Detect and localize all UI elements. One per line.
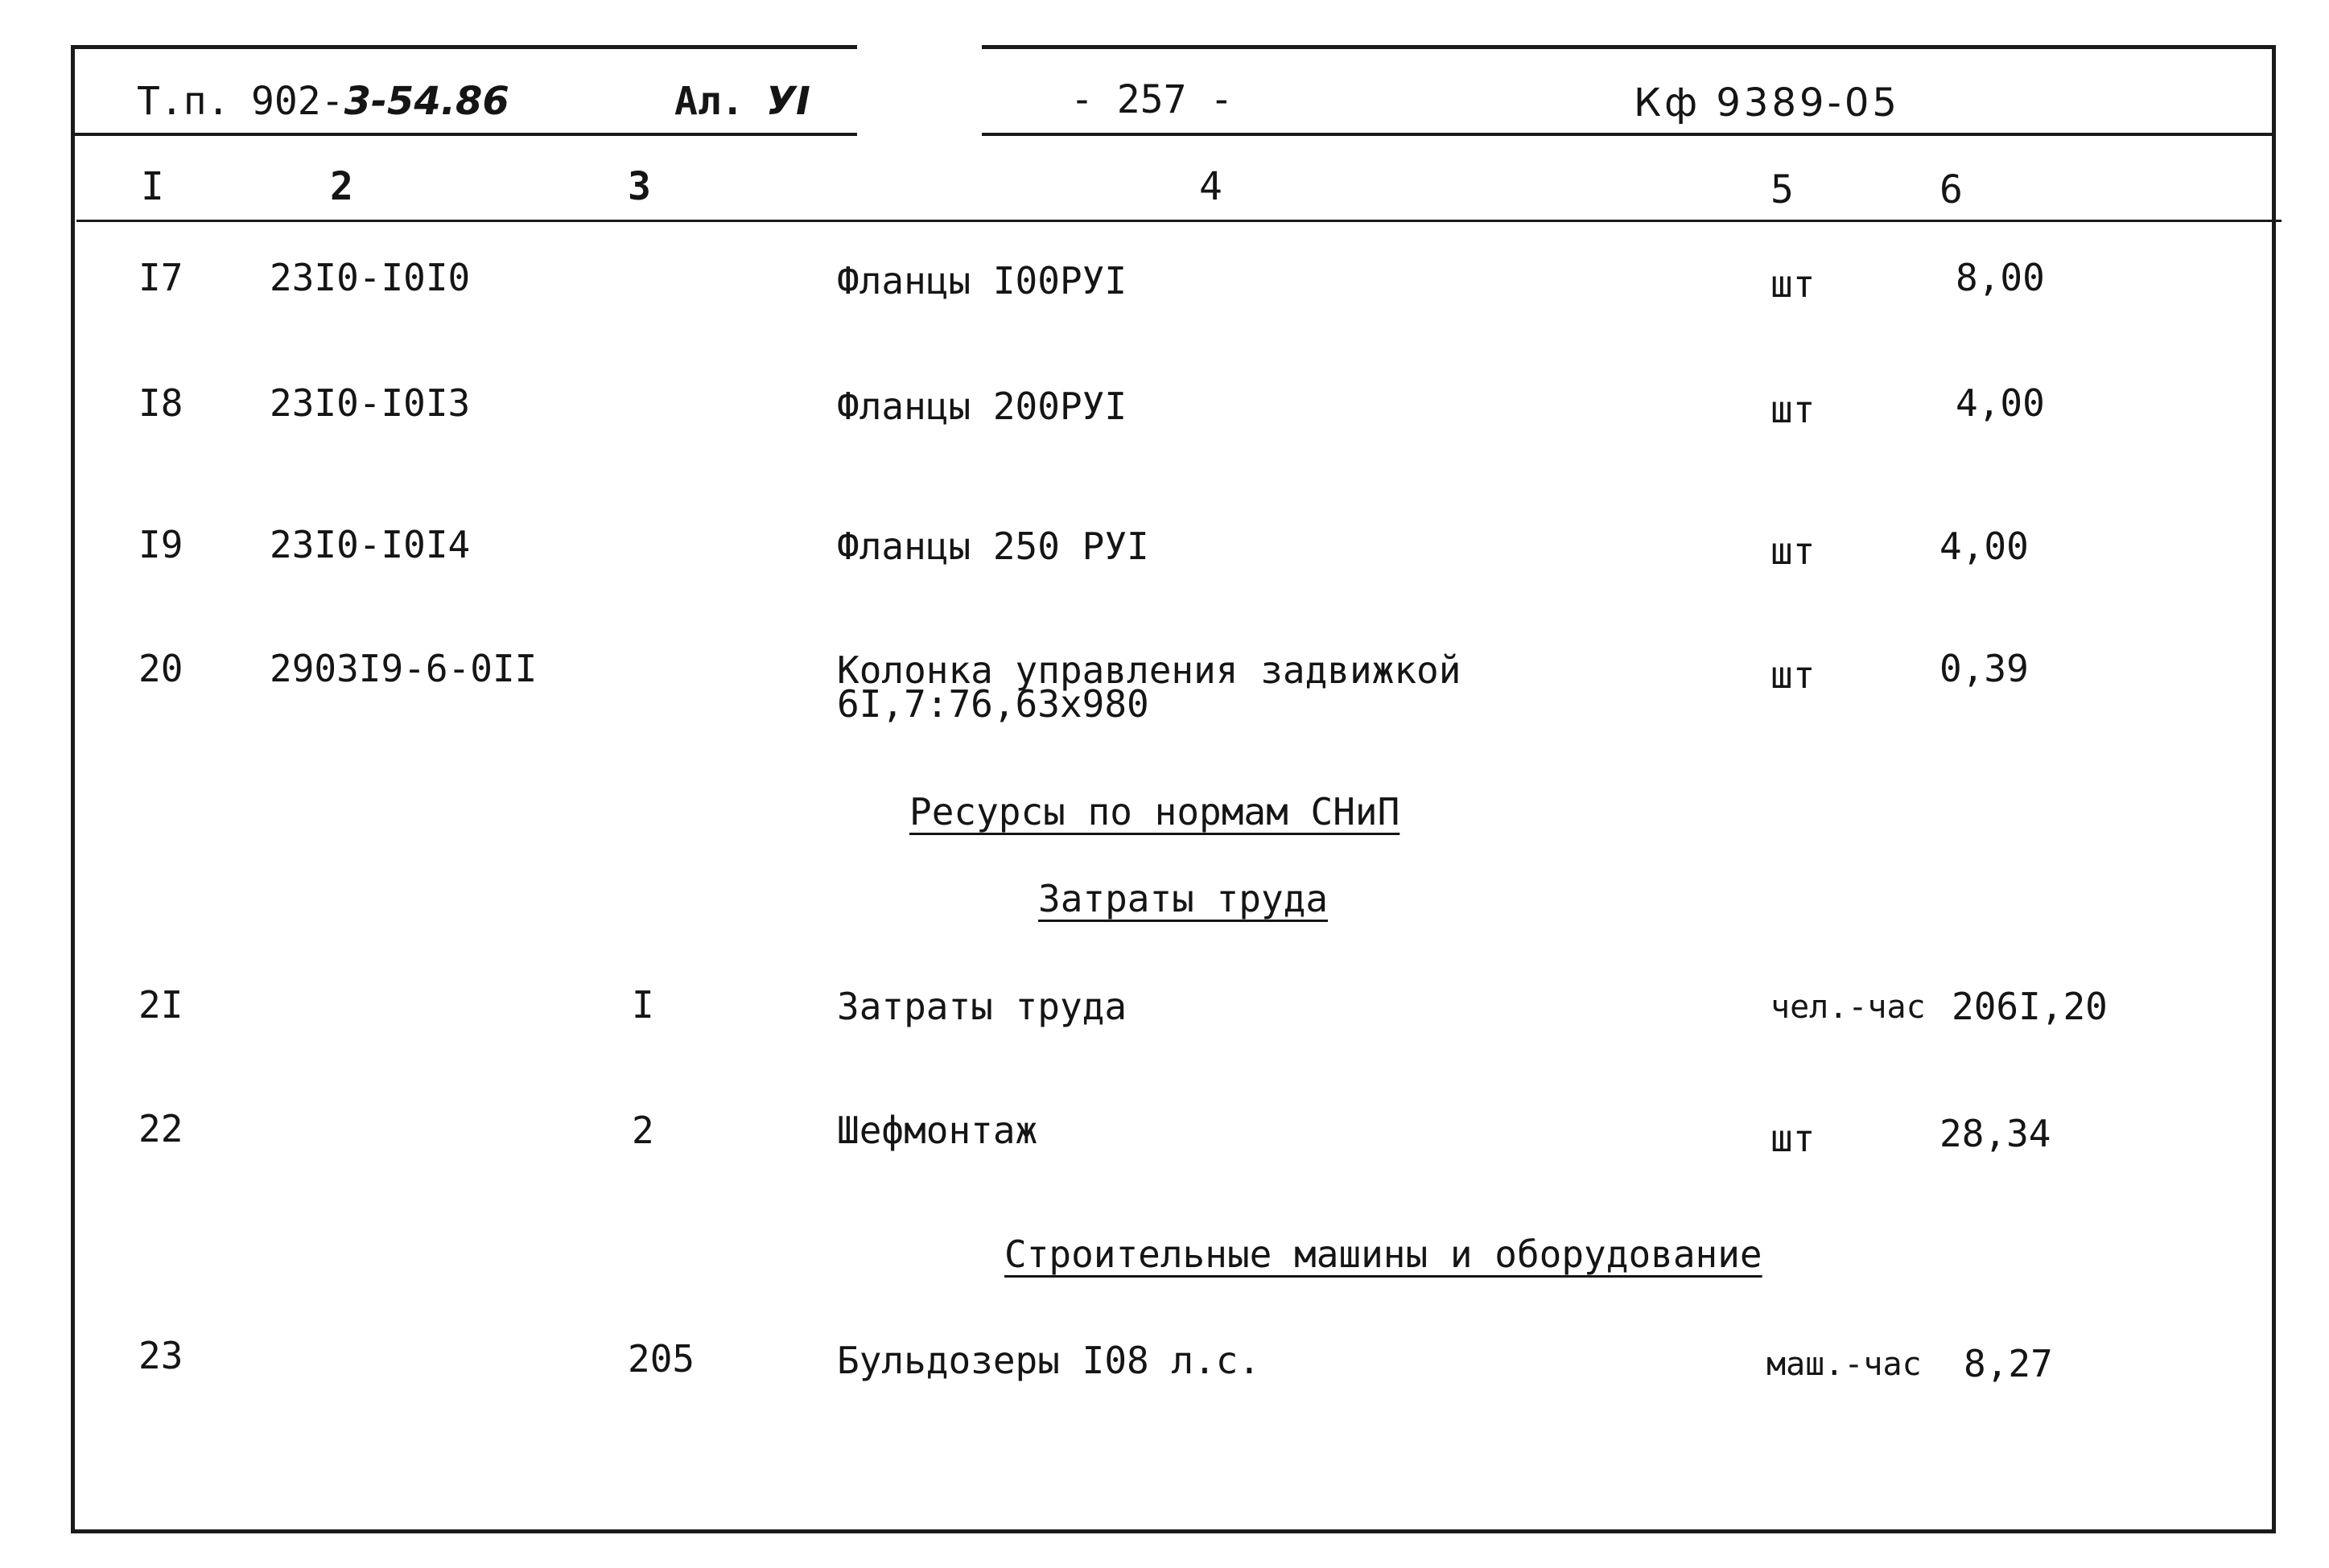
row-23-unit: маш.-час <box>1766 1346 1922 1383</box>
document-code: Кф 9389-05 <box>1634 80 1900 126</box>
row-23-qty: 8,27 <box>1964 1342 2053 1385</box>
row-20-desc: Колонка управления задвижкой <box>837 648 1461 692</box>
section-labor: Затраты труда <box>1038 877 1329 920</box>
tp-label: Т.п. <box>137 79 230 124</box>
row-22-desc: Шефмонтаж <box>837 1109 1038 1152</box>
row-21-unit: чел.-час <box>1770 989 1926 1026</box>
row-20-qty: 0,39 <box>1939 647 2029 690</box>
col-header-6: 6 <box>1939 167 1963 212</box>
row-22-num: 22 <box>138 1107 183 1150</box>
row-23-num: 23 <box>138 1334 183 1377</box>
row-22-unit: шт <box>1770 1117 1816 1160</box>
col-header-3: 3 <box>628 164 651 209</box>
section-machines: Строительные машины и оборудование <box>1004 1233 1762 1276</box>
page-number: - 257 - <box>1070 77 1234 122</box>
col-header-2: 2 <box>330 164 353 209</box>
row-20-code: 2903I9-6-0II <box>270 647 538 690</box>
column-header-divider <box>76 220 2282 222</box>
row-23-norm: 205 <box>628 1337 695 1381</box>
album-value: УІ <box>766 79 810 124</box>
tp-number-print: 902- <box>251 79 344 124</box>
row-18-unit: шт <box>1770 388 1816 431</box>
row-19-qty: 4,00 <box>1939 525 2029 568</box>
row-21-desc: Затраты труда <box>837 985 1127 1028</box>
row-20-unit: шт <box>1770 653 1816 697</box>
row-18-num: I8 <box>138 381 183 425</box>
row-21-num: 2I <box>138 983 183 1027</box>
row-18-code: 23I0-I0I3 <box>270 381 471 425</box>
header-divider <box>71 133 2276 136</box>
row-17-unit: шт <box>1770 262 1816 306</box>
row-17-code: 23I0-I0I0 <box>270 256 471 299</box>
row-19-num: I9 <box>138 523 183 566</box>
row-22-qty: 28,34 <box>1939 1112 2051 1155</box>
album-label: Ал. <box>674 79 744 124</box>
row-18-qty: 4,00 <box>1956 381 2045 425</box>
row-19-unit: шт <box>1770 529 1816 573</box>
row-23-desc: Бульдозеры I08 л.с. <box>837 1339 1261 1382</box>
row-17-num: I7 <box>138 256 183 299</box>
row-20-num: 20 <box>138 647 183 690</box>
tp-number <box>251 79 509 124</box>
row-22-norm: 2 <box>632 1109 654 1152</box>
section-resources: Ресурсы по нормам СНиП <box>909 790 1400 833</box>
row-19-code: 23I0-I0I4 <box>270 523 471 566</box>
row-18-desc: Фланцы 200РУI <box>837 385 1127 428</box>
col-header-1: I <box>141 164 164 209</box>
row-17-desc: Фланцы I00РУI <box>837 259 1127 302</box>
row-20-desc-line2: 6I,7:76,63х980 <box>837 682 1149 726</box>
col-header-4: 4 <box>1199 164 1222 209</box>
row-21-qty: 206I,20 <box>1952 985 2108 1028</box>
row-17-qty: 8,00 <box>1956 256 2045 299</box>
tp-number-handwritten: 3-54.86 <box>344 79 509 124</box>
row-19-desc: Фланцы 250 РУI <box>837 525 1149 568</box>
col-header-5: 5 <box>1770 167 1794 212</box>
row-21-norm: I <box>632 983 654 1027</box>
